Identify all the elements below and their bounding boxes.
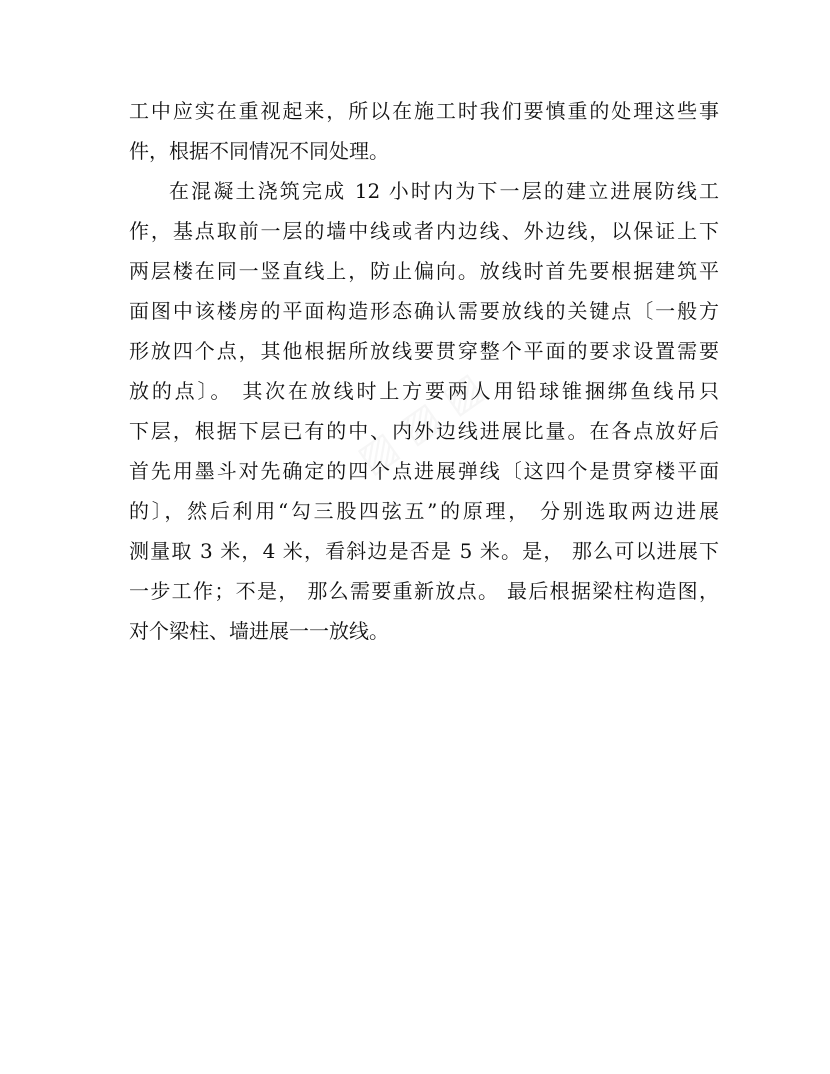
text-line: 工中应实在重视起来，所以在施工时我们要慎重的处理这些事 <box>129 99 719 123</box>
text-line: 形放四个点，其他根据所放线要贯穿整个平面的要求设置需要 <box>129 339 719 363</box>
paragraph-1 <box>129 91 719 171</box>
text-line: 件，根据不同情况不同处理。 <box>129 139 389 163</box>
watermark-logo: ▨ ▨ ▨ <box>348 363 492 483</box>
text-line: 在混凝土浇筑完成 12 小时内为下一层的建立进展防线工 <box>169 179 719 203</box>
paragraph-2 <box>129 171 719 651</box>
text-line: 作，基点取前一层的墙中线或者内边线、外边线，以保证上下 <box>129 219 719 243</box>
text-line: 测量取 3 米，4 米，看斜边是否是 5 米。是， 那么可以进展下 <box>129 539 719 563</box>
text-line: 一步工作；不是， 那么需要重新放点。 最后根据梁柱构造图， <box>129 579 719 603</box>
text-line: 面图中该楼房的平面构造形态确认需要放线的关键点〔一般方 <box>129 299 719 323</box>
text-line: 下层，根据下层已有的中、内外边线进展比量。在各点放好后 <box>129 419 719 443</box>
text-line: 放的点〕。 其次在放线时上方要两人用铅球锥捆绑鱼线吊只 <box>129 379 719 403</box>
text-line: 的〕，然后利用“勾三股四弦五”的原理， 分别选取两边进展 <box>129 499 719 523</box>
text-line: 两层楼在同一竖直线上，防止偏向。放线时首先要根据建筑平 <box>129 259 719 283</box>
text-line: 首先用墨斗对先确定的四个点进展弹线〔这四个是贯穿楼平面 <box>129 459 719 483</box>
text-line: 对个梁柱、墙进展一一放线。 <box>129 619 389 643</box>
document-body <box>129 91 719 651</box>
